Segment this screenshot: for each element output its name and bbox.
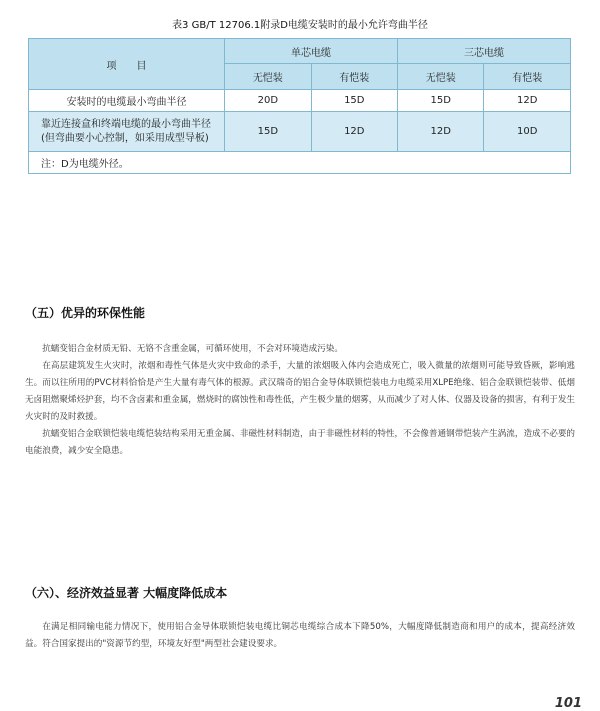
sub-header: 无恺装 [398,64,484,90]
section-body-economics [25,619,575,653]
table-row [29,90,571,112]
row-label: 靠近连接盒和终端电缆的最小弯曲半径(但弯曲要小心控制，如采用成型导板) [29,112,225,152]
cell-value: 20D [225,90,311,112]
bend-radius-table [28,38,571,174]
sub-header: 无恺装 [225,64,311,90]
paragraph: 在高层建筑发生火灾时，浓烟和毒性气体是火灾中致命的杀手，大量的浓烟吸入体内会造成死亡，吸入微量的浓烟则可能导致昏厥，影响逃生。而以往所用的PVC材料恰恰是产生大量有毒气体的根源。武汉瑞奇的铝合金导体联锁恺装电力电缆采用XLPE绝缘、铝合金联锁恺装带、低烟无卤阻燃聚烯烃护套，均不含卤素和重金属，燃烧时的腐蚀性和毒性低，产生极少量的烟雾，从而减少了对人体、仪器及设备的损害，有利于发生火灾时的及时救援。 [25,361,576,422]
group-header-single-core: 单芯电缆 [225,39,398,64]
cell-value: 10D [484,112,571,152]
section-body-environment [25,341,575,460]
table-caption: 表3 GB/T 12706.1附录D电缆安装时的最小允许弯曲半径 [172,20,428,31]
table-note: 注：D为电缆外径。 [29,152,571,174]
table-row [29,112,571,152]
cell-value: 12D [398,112,484,152]
paragraph: 抗蠕变铝合金材质无铅、无铬不含重金属，可循环使用，不会对环境造成污染。 [42,344,343,354]
section-title-economics: （六）、经济效益显著 大幅度降低成本 [25,586,228,600]
paragraph: 在满足相同输电能力情况下，使用铝合金导体联锁恺装电缆比铜芯电缆综合成本下降50%，大幅度降低制造商和用户的成本，提高经济效益。符合国家提出的"资源节约型，环境友好型"两型社会建设要求。 [25,622,575,649]
paragraph: 抗蠕变铝合金联锁恺装电缆恺装结构采用无重金属、非磁性材料制造，由于非磁性材料的特性，不会像普通钢带恺装产生涡流，造成不必要的电能浪费，减少安全隐患。 [25,429,576,456]
sub-header: 有恺装 [311,64,397,90]
cell-value: 15D [398,90,484,112]
cell-value: 12D [484,90,571,112]
cell-value: 15D [311,90,397,112]
cell-value: 15D [225,112,311,152]
row-label: 安装时的电缆最小弯曲半径 [29,90,225,112]
item-header: 项 目 [29,39,225,90]
page-number: 101 [554,696,582,711]
section-title-environment: （五）优异的环保性能 [25,306,146,320]
cell-value: 12D [311,112,397,152]
group-header-three-core: 三芯电缆 [398,39,571,64]
sub-header: 有恺装 [484,64,571,90]
